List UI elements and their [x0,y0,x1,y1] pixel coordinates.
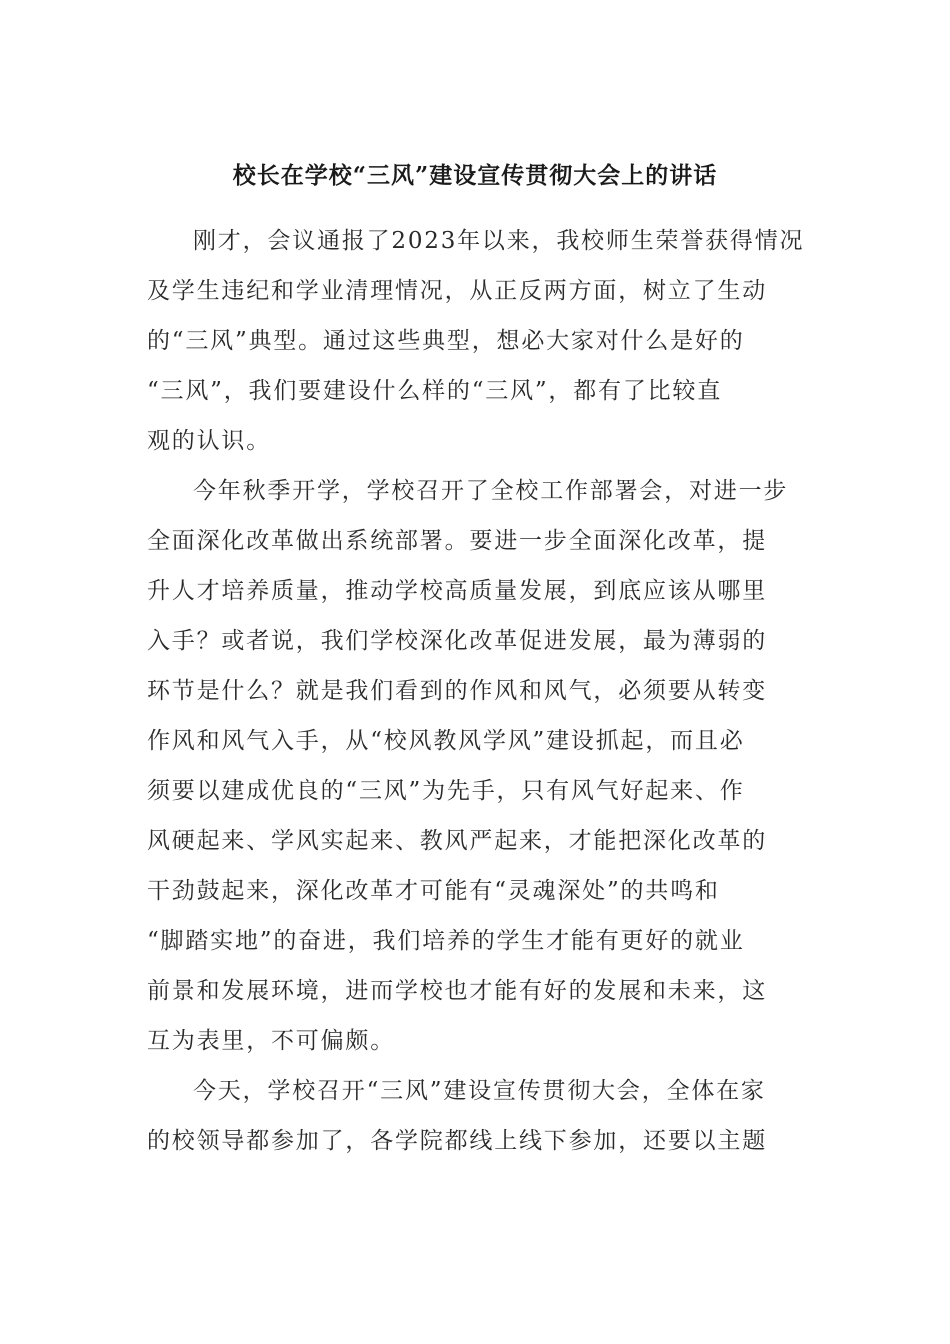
text-line: 今年秋季开学，学校召开了全校工作部署会，对进一步 [193,478,789,504]
paragraph-1 [147,216,807,466]
document-body [147,216,807,1166]
text-line: 入手？或者说，我们学校深化改革促进发展，最为薄弱的 [147,628,767,654]
text-line: “三风”，我们要建设什么样的“三风”，都有了比较直 [147,378,723,404]
paragraph-2 [147,466,807,1066]
text-line: 须要以建成优良的“三风”为先手，只有风气好起来、作 [147,778,745,804]
text-line: 干劲鼓起来，深化改革才可能有“灵魂深处”的共鸣和 [147,878,720,904]
text-line: 互为表里，不可偏颇。 [147,1028,395,1054]
text-line: 全面深化改革做出系统部署。要进一步全面深化改革，提 [147,528,767,554]
text-line: 的“三风”典型。通过这些典型，想必大家对什么是好的 [147,328,745,354]
text-line: 风硬起来、学风实起来、教风严起来，才能把深化改革的 [147,828,767,854]
text-line: 刚才，会议通报了2023年以来，我校师生荣誉获得情况 [193,228,805,254]
text-line: 的校领导都参加了，各学院都线上线下参加，还要以主题 [147,1128,767,1154]
text-line: 前景和发展环境，进而学校也才能有好的发展和未来，这 [147,978,767,1004]
text-line: 作风和风气入手，从“校风教风学风”建设抓起，而且必 [147,728,745,754]
paragraph-3 [147,1066,807,1166]
document-title: 校长在学校“三风”建设宣传贯彻大会上的讲话 [232,162,718,189]
text-line: “脚踏实地”的奋进，我们培养的学生才能有更好的就业 [147,928,745,954]
text-line: 环节是什么？就是我们看到的作风和风气，必须要从转变 [147,678,767,704]
text-line: 观的认识。 [147,428,271,454]
text-line: 及学生违纪和学业清理情况，从正反两方面，树立了生动 [147,278,767,304]
text-line: 今天，学校召开“三风”建设宣传贯彻大会，全体在家 [193,1078,766,1104]
text-line: 升人才培养质量，推动学校高质量发展，到底应该从哪里 [147,578,767,604]
